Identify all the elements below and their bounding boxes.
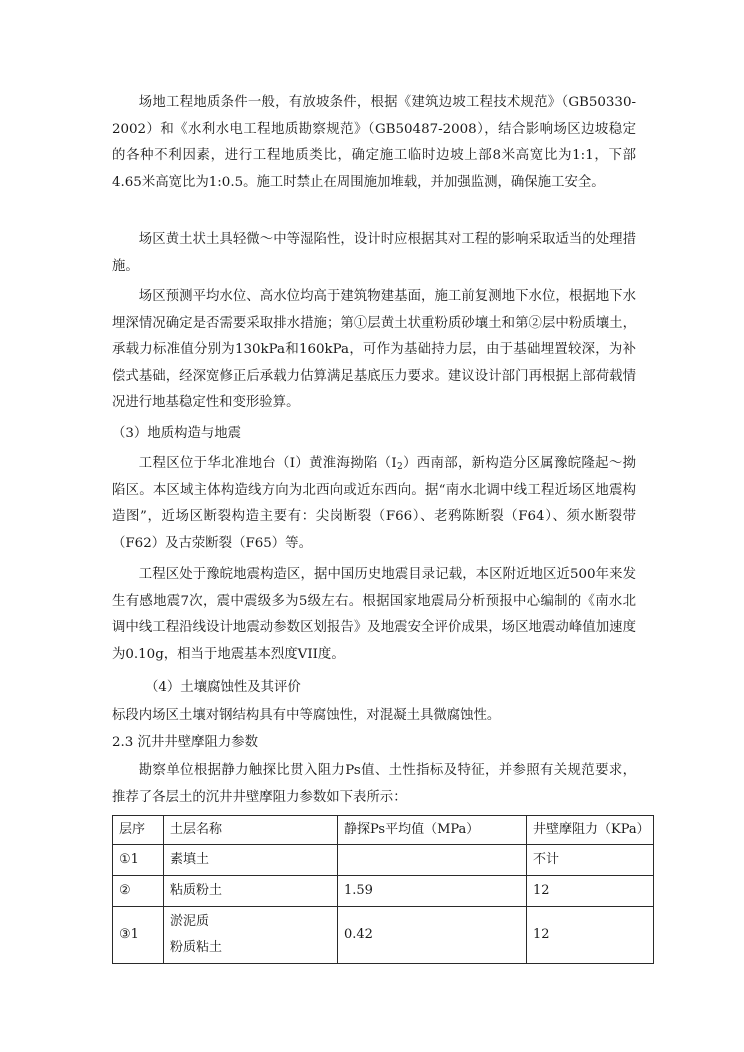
cell-soil-name: 粘质粉土 (164, 876, 338, 907)
cell-soil-name (164, 907, 338, 964)
tectonics-subscript: 2 (397, 462, 403, 472)
cell-wall-friction: 不计 (527, 845, 654, 876)
cell-ps-value: 1.59 (338, 876, 527, 907)
soil-name-line-1: 淤泥质 (170, 914, 210, 929)
header-soil-name: 土层名称 (164, 816, 338, 845)
table-row (113, 845, 654, 876)
tectonics-text-end: ）西南部，新构造分区属豫皖隆起～拗陷区。本区域主体构造线方向为北西向或近东西向。据“南水北调中线工程近场区地震构造图”，近场区断裂构造主要有：尖岗断裂（F66）、老鸦陈断裂（F64）、须水断裂带（F62）及古荥断裂（F65）等。 (112, 456, 637, 551)
header-wall-friction: 井壁摩阻力（KPa） (527, 816, 654, 845)
tectonics-text-start: 工程区位于华北准地台（Ⅰ）黄淮海拗陷（Ⅰ (138, 456, 398, 471)
cell-layer: ② (113, 876, 164, 907)
header-layer: 层序 (113, 816, 164, 845)
cell-layer: ③1 (113, 907, 164, 964)
heading-section-2-3: 2.3 沉井井壁摩阻力参数 (112, 735, 259, 750)
table-row (113, 907, 654, 964)
cell-ps-value: 0.42 (338, 907, 527, 964)
paragraph-seismic: 工程区处于豫皖地震构造区，据中国历史地震目录记载，本区附近地区近500年来发生有感地震7次，震中震级多为5级左右。根据国家地震局分析预报中心编制的《南水北调中线工程沿线设计地震动参数区划报告》及地震安全评价成果，场区地震动峰值加速度为0.10g，相当于地震基本烈度VII度。 (112, 567, 636, 662)
heading-soil-corrosion: （4）土壤腐蚀性及其评价 (145, 680, 301, 695)
friction-parameter-table (112, 815, 654, 964)
paragraph-friction-intro: 勘察单位根据静力触探比贯入阻力Ps值、土性指标及特征，并参照有关规范要求，推荐了各层土的沉井井壁摩阻力参数如下表所示： (112, 763, 636, 805)
header-ps-value: 静探Ps平均值（MPa） (338, 816, 527, 845)
cell-ps-value (338, 845, 527, 876)
paragraph-groundwater-bearing: 场区预测平均水位、高水位均高于建筑物建基面，施工前复测地下水位，根据地下水埋深情况确定是否需要采取排水措施；第①层黄土状重粉质砂壤土和第②层中粉质壤土，承载力标准值分别为130kPa和160kPa，可作为基础持力层，由于基础埋置较深，为补偿式基础，经深宽修正后承载力估算满足基底压力要求。建议设计部门再根据上部荷载情况进行地基稳定性和变形验算。 (112, 289, 636, 410)
cell-wall-friction: 12 (527, 907, 654, 964)
paragraph-loess-collapsibility: 场区黄土状土具轻微～中等湿陷性，设计时应根据其对工程的影响采取适当的处理措施。 (112, 232, 636, 274)
cell-soil-name: 素填土 (164, 845, 338, 876)
cell-layer: ①1 (113, 845, 164, 876)
table-header-row (113, 816, 654, 845)
paragraph-slope-conditions: 场地工程地质条件一般，有放坡条件，根据《建筑边坡工程技术规范》（GB50330-2002）和《水利水电工程地质勘察规范》（GB50487-2008），结合影响场区边坡稳定的各种不利因素，进行工程地质类比，确定施工临时边坡上部8米高宽比为1:1，下部4.65米高宽比为1:0.5。施工时禁止在周围施加堆载，并加强监测，确保施工安全。 (112, 95, 636, 190)
table-row (113, 876, 654, 907)
soil-name-line-2: 粉质粘土 (170, 940, 223, 955)
paragraph-corrosion-result: 标段内场区土壤对钢结构具有中等腐蚀性，对混凝土具微腐蚀性。 (112, 708, 501, 723)
cell-wall-friction: 12 (527, 876, 654, 907)
heading-geologic-structure: （3）地质构造与地震 (112, 426, 242, 441)
paragraph-tectonics (112, 451, 636, 557)
